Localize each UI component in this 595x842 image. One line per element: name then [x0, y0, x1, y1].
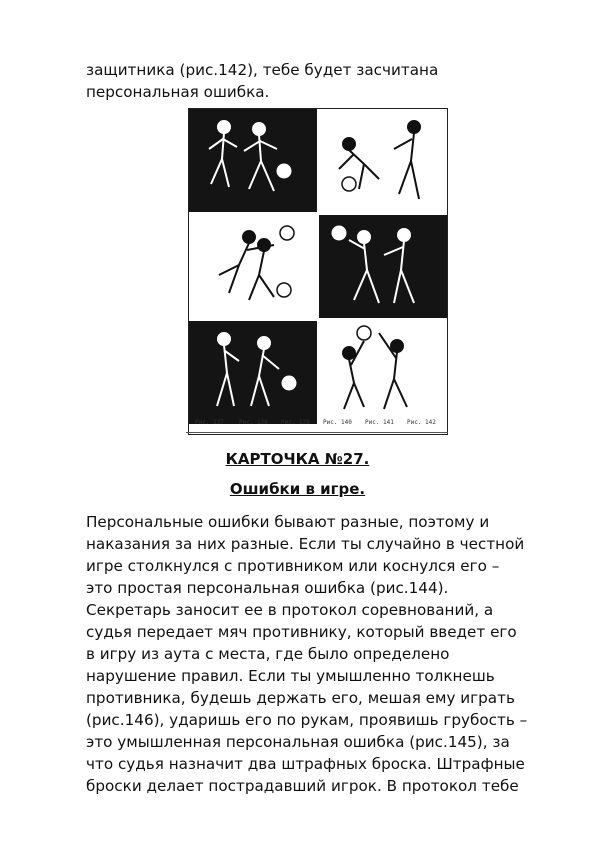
figure-label: Рис. 138 — [239, 419, 268, 426]
figure-label: Рис. 137 — [195, 419, 224, 426]
illustration-panel-140 — [319, 215, 447, 318]
text-line: это умышленная персональная ошибка (рис.145), за — [86, 733, 510, 751]
figure-rule — [186, 432, 448, 433]
figure-label: Рис. 142 — [407, 419, 436, 426]
text-line: это простая персональная ошибка (рис.144). — [86, 579, 449, 597]
text-line: наказания за них разные. Если ты случайно в честной — [86, 535, 525, 553]
text-line: игре столкнулся с противником или коснулся его – — [86, 557, 500, 575]
text-line: (рис.146), ударишь его по рукам, проявишь грубость – — [86, 711, 528, 729]
text-line: в игру из аута с места, где было определено — [86, 645, 450, 663]
figure-labels — [189, 419, 447, 433]
text-line: Персональные ошибки бывают разные, поэтому и — [86, 513, 490, 531]
text-line: броски делает пострадавший игрок. В протокол тебе — [86, 777, 519, 795]
illustration-panel-141 — [189, 321, 317, 424]
card-title: КАРТОЧКА №27. — [225, 450, 370, 468]
basketball-fouls-illustration — [188, 108, 448, 435]
illustration-panel-138 — [319, 109, 447, 212]
illustration-panel-142 — [319, 321, 447, 424]
text-line: судья передает мяч противнику, который введет его — [86, 623, 517, 641]
text-line: противника, будешь держать его, мешая ему играть — [86, 689, 515, 707]
section-title: Ошибки в игре. — [229, 480, 366, 498]
text-line: персональная ошибка. — [86, 83, 270, 101]
text-line: Секретарь заносит ее в протокол соревнований, а — [86, 601, 494, 619]
figure-label: Рис. 139 — [281, 419, 310, 426]
text-line: что судья назначит два штрафных броска. Штрафные — [86, 755, 525, 773]
illustration-panel-139 — [189, 215, 317, 318]
text-line: нарушение правил. Если ты умышленно толкнешь — [86, 667, 495, 685]
figure-label: Рис. 141 — [365, 419, 394, 426]
text-line: защитника (рис.142), тебе будет засчитана — [86, 61, 439, 79]
illustration-panel-137 — [189, 109, 317, 212]
figure-label: Рис. 140 — [323, 419, 352, 426]
